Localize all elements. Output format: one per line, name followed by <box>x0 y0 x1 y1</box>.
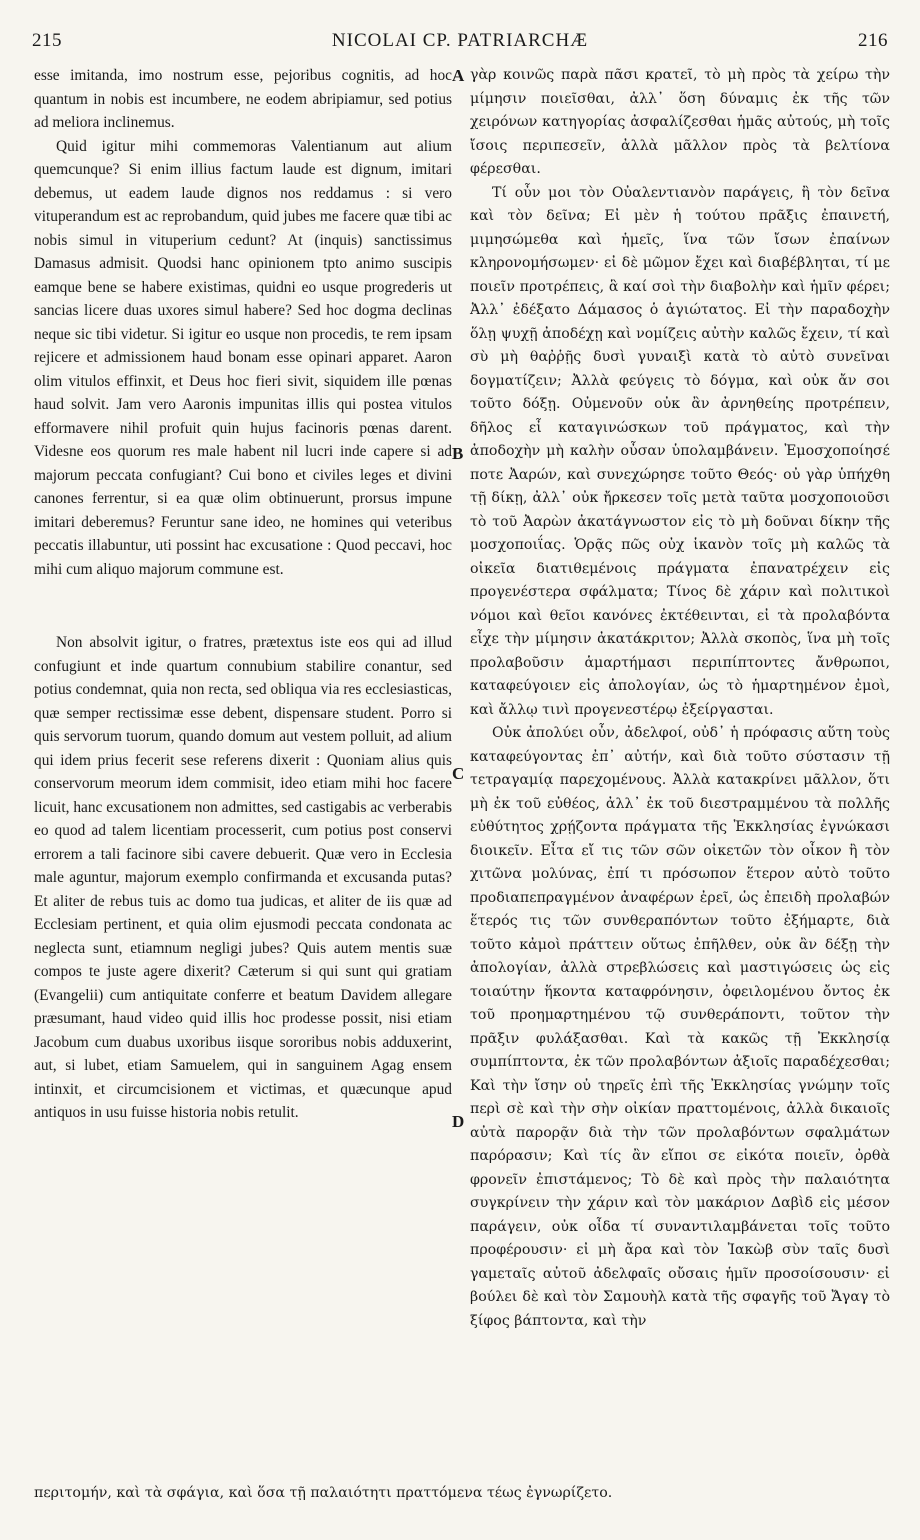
running-header <box>28 30 892 60</box>
page-number-right: 216 <box>858 30 888 51</box>
greek-column <box>470 64 890 1333</box>
margin-marker-a: A <box>452 66 465 85</box>
greek-paragraph-3: Οὐκ ἀπολύει οὖν, ἀδελφοί, οὐδ᾽ ἡ πρόφασις αὕτη τοὺς καταφεύγοντας ἐπ᾽ αὐτήν, καὶ διὰ τοῦτο σύστασιν τῇ τετραγαμίᾳ παρεχομένους. Ἀλλὰ κατακρίνει μᾶλλον, ὅτι μὴ ἐκ τοῦ εὐθέος, ἀλλ᾽ ἐκ τοῦ διεστραμμένου τὰ πολλῆς εὐθύτητος χρῄζοντα πράγματα τῆς Ἐκκλησίας ἐγνώκασι διοικεῖν. Εἶτα εἴ τις τῶν σῶν οἰκετῶν τὸν οἶκον ἢ τὸν χιτῶνα μολύνας, ἐπί τι πρόσωπον ἕτερον αὐτὸ τοῦτο προδιαπεπραγμένον ἀναφέρων ἐρεῖ, ὡς ἐπειδὴ προλαβών ἕτερός τις τῶν συνθεραπόντων τοῦτο ἐξήμαρτε, διὰ τοῦτο κἀμοὶ πράττειν οὕτως ἐπῆλθεν, οὐκ ἂν δέξῃ τὴν ἀπολογίαν, ἀλλὰ στρεβλώσεις καὶ μαστιγώσεις ὡς εἰς τοιαύτην ἥκοντα καταφρόνησιν, ὀφειλομένου ὄντος ἐκ τοῦ προημαρτημένου τῷ συνθεράποντι, τοῦτον τὴν πρᾶξιν φυλάξασθαι. Καὶ τὰ κακῶς τῇ Ἐκκλησίᾳ συμπίπτοντα, ἐκ τῶν προλαβόντων ἀξιοῖς παραδέχεσθαι; Καὶ τὴν ἴσην οὐ τηρεῖς ἐπὶ τῆς Ἐκκλησίας γνώμην τοῖς περὶ σὲ καὶ τὴν σὴν οἰκίαν πραττομένοις, ἀλλὰ δικαιοῖς αὐτὰ παρορᾷν διὰ τὴν τῶν προλαβόντων σφαλμάτων παρόρασιν; Καὶ τίς ἂν εἴποι σε εἰκότα ποιεῖν, ὀρθὰ φρονεῖν ἐπιστάμενος; Τὸ δὲ καὶ πρὸς τὴν παλαιότητα συγκρίνειν τὴν χάριν καὶ τὸν μακάριον Δαβὶδ εἰς μέσον παράγειν, οὐκ οἶδα τί συναντιλαμβάνεται τοῖς τοῦτο προφέρουσιν· εἰ μὴ ἄρα καὶ τὸν Ἰακὼβ σὺν ταῖς δυσὶ γαμεταῖς αὐτοῦ ἀδελφαῖς οὔσαις ἡμῖν προσοίσουσιν· εἰ βούλει δὲ καὶ τὸν Σαμουὴλ κατὰ τῆς σφαγῆς τοῦ Ἄγαγ τὸ ξίφος βάπτοντα, καὶ τὴν <box>470 725 890 1329</box>
margin-marker-b: B <box>452 444 464 463</box>
latin-paragraph-3: Non absolvit igitur, o fratres, prætextus iste eos qui ad illud confugiunt et inde quartum connubium stabilire conantur, sed potius condemnat, quia non recta, sed obliqua via res ecclesiasticas, quæ semper rectissimæ esse debent, dispensare student. Porro si quis servorum tuorum, quando domum aut vestem polluit, ad alium qui idem prius fecerit sese referens dixerit : Quoniam alius quis conservorum meorum idem commisit, ideo etiam mihi hoc facere licuit, hanc excusationem non admittes, sed castigabis ac verberabis eo quod ad talem licentiam processerit, cum potius post conservi errorem a tali facinore sibi cavere debuerit. Quæ vero in Ecclesia male aguntur, majorum exemplo confirmanda et excusanda putas? Et aliter de rebus tuis ac domo tua judicas, et aliter de iis quæ ad Ecclesiam pertinent, et quia olim ejusmodi peccata condonata ac neglecta sunt, etiamnum negligi jubes? Quis autem mentis suæ compos te juste agere dixerit? Cæterum si qui sunt qui gratiam (Evangelii) cum antiquitate conferre et beatum Davidem allegare præsumant, haud video quid illis hoc prodesse possit, nisi etiam Jacobum cum duabus uxoribus iisque sororibus nobis adduxerint, aut, si lubet, etiam Samuelem, qui in sanguinem Agag ensem intinxit, et circumcisionem et victimas, et quæcunque apud antiquos in usu fuisse historia nobis retulit. <box>34 634 452 1121</box>
margin-marker-d: D <box>452 1112 465 1131</box>
latin-paragraph-2: Quid igitur mihi commemoras Valentianum aut alium quemcunque? Si enim illius factum laude est dignum, imitari debemus, ut eadem laude dignos nos reddamus : si vero vituperandum est ac reprobandum, quid jubes me facere quæ tibi ac nobis simul in vituperium cedunt? At (inquis) sanctissimus Damasus admisit. Quodsi hanc opinionem tpto animo suscipis eamque bene se habere existimas, quidni eo usque progrederis ut sancias licere duas uxores simul habere? Sed hoc dogma declinas neque sic tibi videtur. Si igitur eo usque non procedis, te rem ipsam rejicere et admissionem haud bonam esse opinari apparet. Aaron olim vitulos effinxit, et Deus hoc fieri sivit, siquidem ille pœnas haud solvit. Jam vero Aaronis impunitas illis qui postea vitulos efformavere nihil profuit quin hujus facinoris pœnas darent. Videsne eos quorum res male habent nil lucri inde capere si ad majorum peccata confugiant? Cui bono et civiles leges et divini canones ferrentur, si ea quæ olim obtinuerunt, prorsus impune imitari deberemus? Feruntur sane ideo, ne homines qui veteribus peccatis illabuntur, uti possint hac excusatione : Quod peccavi, hoc mihi cum aliquo majorum commune est. <box>34 137 452 578</box>
running-head-title: NICOLAI CP. PATRIARCHÆ <box>331 30 589 51</box>
greek-paragraph-1: γὰρ κοινῶς παρὰ πᾶσι κρατεῖ, τὸ μὴ πρὸς τὰ χείρω τὴν μίμησιν ποιεῖσθαι, ἀλλ᾽ ὅση δύναμις ἐκ τῆς τῶν χειρόνων κατηγορίας ἀσφαλίζεσθαι ἡμᾶς αὐτούς, μὴ τοῖς ἴσοις περιπεσεῖν, ἀλλὰ μᾶλλον πρὸς τὰ βελτίονα φέρεσθαι. <box>470 67 890 177</box>
margin-marker-c: C <box>452 764 465 783</box>
footer-greek-line: περιτομήν, καὶ τὰ σφάγια, καὶ ὅσα τῇ παλαιότητι πραττόμενα τέως ἐγνωρίζετο. <box>34 1485 613 1501</box>
latin-column <box>34 64 452 1125</box>
greek-paragraph-2: Τί οὖν μοι τὸν Οὐαλεντιανὸν παράγεις, ἢ τὸν δεῖνα καὶ τὸν δεῖνα; Εἰ μὲν ἡ τούτου πρᾶξις ἐπαινετή, μιμησώμεθα καὶ ἡμεῖς, ἵνα τῶν ἴσων ἐπαίνων κληρονομήσωμεν· εἰ δὲ μῶμον ἔχει καὶ διαβέβληται, τί με ποιεῖν προτρέπεις, ἃ καί σοὶ τὴν διαβολὴν καὶ ἡμῖν φέρει; Ἀλλ᾽ ἐδέξατο Δάμασος ὁ ἁγιώτατος. Εἰ τὴν παραδοχὴν ὅλῃ ψυχῇ ἀποδέχῃ καὶ νομίζεις αὐτὴν καλῶς ἔχειν, τί καὶ σὺ μὴ θαῤῥῇς δυσὶ γυναιξὶ κατὰ τὸ αὐτὸ συνεῖναι δογματίζειν; Ἀλλὰ φεύγεις τὸ δόγμα, καὶ οὐκ ἄν σοι τοῦτο δόξῃ. Οὐμενοῦν οὐκ ἂν ἀρνηθείης προτρέπειν, δῆλος εἶ καταγινώσκων τοῦ πράγματος, καὶ τὴν ἀποδοχὴν μὴ καλὴν οὖσαν ὑπολαμβάνειν. Ἐμοσχοποίησέ ποτε Ἀαρών, καὶ συνεχώρησε τοῦτο Θεός· οὐ γὰρ ὑπήχθη τῇ δίκῃ, ἀλλ᾽ οὐκ ἤρκεσεν τοῖς μετὰ ταῦτα μοσχοποιοῦσι τὸ τοῦ Ἀαρὼν ἀκατάγνωστον εἰς τὸ μὴ δοῦναι δίκην τῆς μοσχοποιΐας. Ὁρᾷς πῶς οὐχ ἱκανὸν τοῖς μὴ καλῶς τὰ οἰκεῖα διατιθεμένοις πράγματα ἐπανατρέχειν εἰς προγενέστερα σφάλματα; Τίνος δὲ χάριν καὶ πολιτικοὶ νόμοι καὶ θεῖοι κανόνες ἐκτέθεινται, εἰ τὰ προλαβόντα εἶχε τὴν μίμησιν ἀκατάκριτον; Ἀλλὰ σκοπὸς, ἵνα μὴ τοῖς προλαβοῦσιν ἁμαρτήμασι περιπίπτοντες ἄνθρωποι, καταφεύγοιεν εἰς ἀπολογίαν, ὡς τὸ ἡμαρτημένον ἐμοὶ, καὶ ἄλλῳ τινὶ προγενεστέρῳ ἐξείργασται. <box>470 184 890 718</box>
page-number-left: 215 <box>32 30 62 51</box>
latin-paragraph-1: esse imitanda, imo nostrum esse, pejoribus cognitis, ad hoc quantum in nobis est incumbere, ne eodem abripiamur, sed potius ad meliora inclinemus. <box>34 67 452 131</box>
